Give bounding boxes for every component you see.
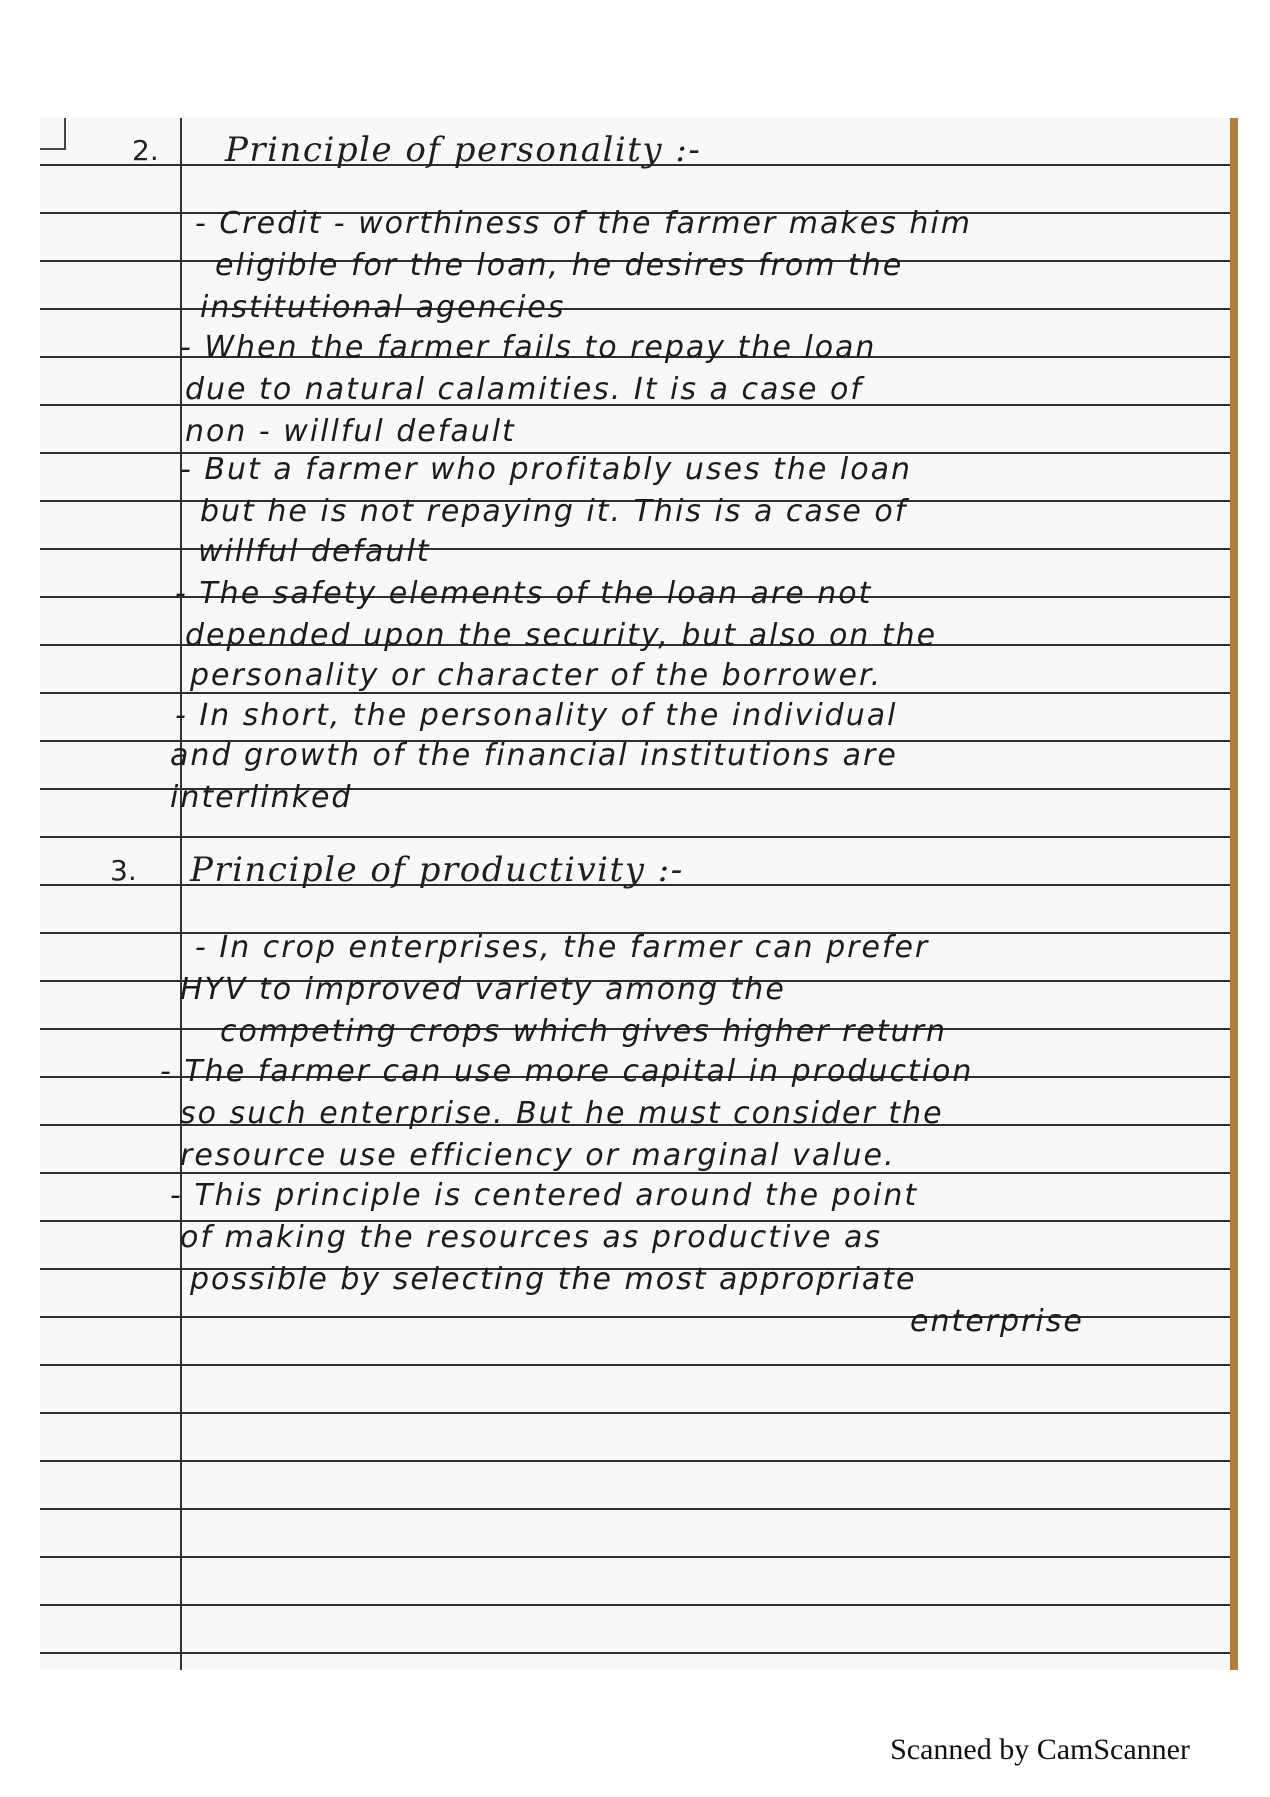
text-line: - But a farmer who profitably uses the loan (180, 452, 913, 487)
text-line: so such enterprise. But he must consider the (180, 1096, 944, 1131)
text-line: but he is not repaying it. This is a case of (200, 494, 908, 529)
text-line: of making the resources as productive as (180, 1220, 883, 1255)
text-line: eligible for the loan, he desires from the (215, 248, 904, 283)
text-line: - When the farmer fails to repay the loan (180, 330, 877, 365)
text-line: non - willful default (185, 414, 516, 449)
text-line: - In crop enterprises, the farmer can prefer (195, 930, 930, 965)
text-line: personality or character of the borrower. (190, 658, 883, 693)
text-line: - This principle is centered around the point (170, 1178, 919, 1213)
text-line: competing crops which gives higher return (220, 1014, 947, 1049)
text-line: institutional agencies (200, 290, 566, 325)
text-line: - Credit - worthiness of the farmer makes him (195, 206, 972, 241)
text-line: - In short, the personality of the individual (175, 698, 898, 733)
text-line: - The farmer can use more capital in production (160, 1054, 974, 1089)
text-line: - The safety elements of the loan are not (175, 576, 873, 611)
scanner-watermark: Scanned by CamScanner (890, 1733, 1190, 1766)
text-line: due to natural calamities. It is a case of (185, 372, 863, 407)
text-line: enterprise (910, 1304, 1084, 1339)
section-number: 2. (132, 134, 159, 167)
section-heading: Principle of personality :- (225, 130, 702, 170)
section-number: 3. (110, 854, 137, 887)
text-line: possible by selecting the most appropriate (190, 1262, 917, 1297)
text-line: interlinked (170, 780, 353, 815)
text-line: HYV to improved variety among the (180, 972, 786, 1007)
text-line: willful default (198, 534, 431, 569)
text-line: depended upon the security, but also on the (185, 618, 938, 653)
notebook-paper (40, 118, 1238, 1670)
section-2-header (40, 128, 1230, 176)
section-heading: Principle of productivity :- (190, 850, 684, 890)
text-line: and growth of the financial institutions are (170, 738, 898, 773)
text-line: resource use efficiency or marginal value. (180, 1138, 896, 1173)
section-3-header (40, 848, 1230, 896)
